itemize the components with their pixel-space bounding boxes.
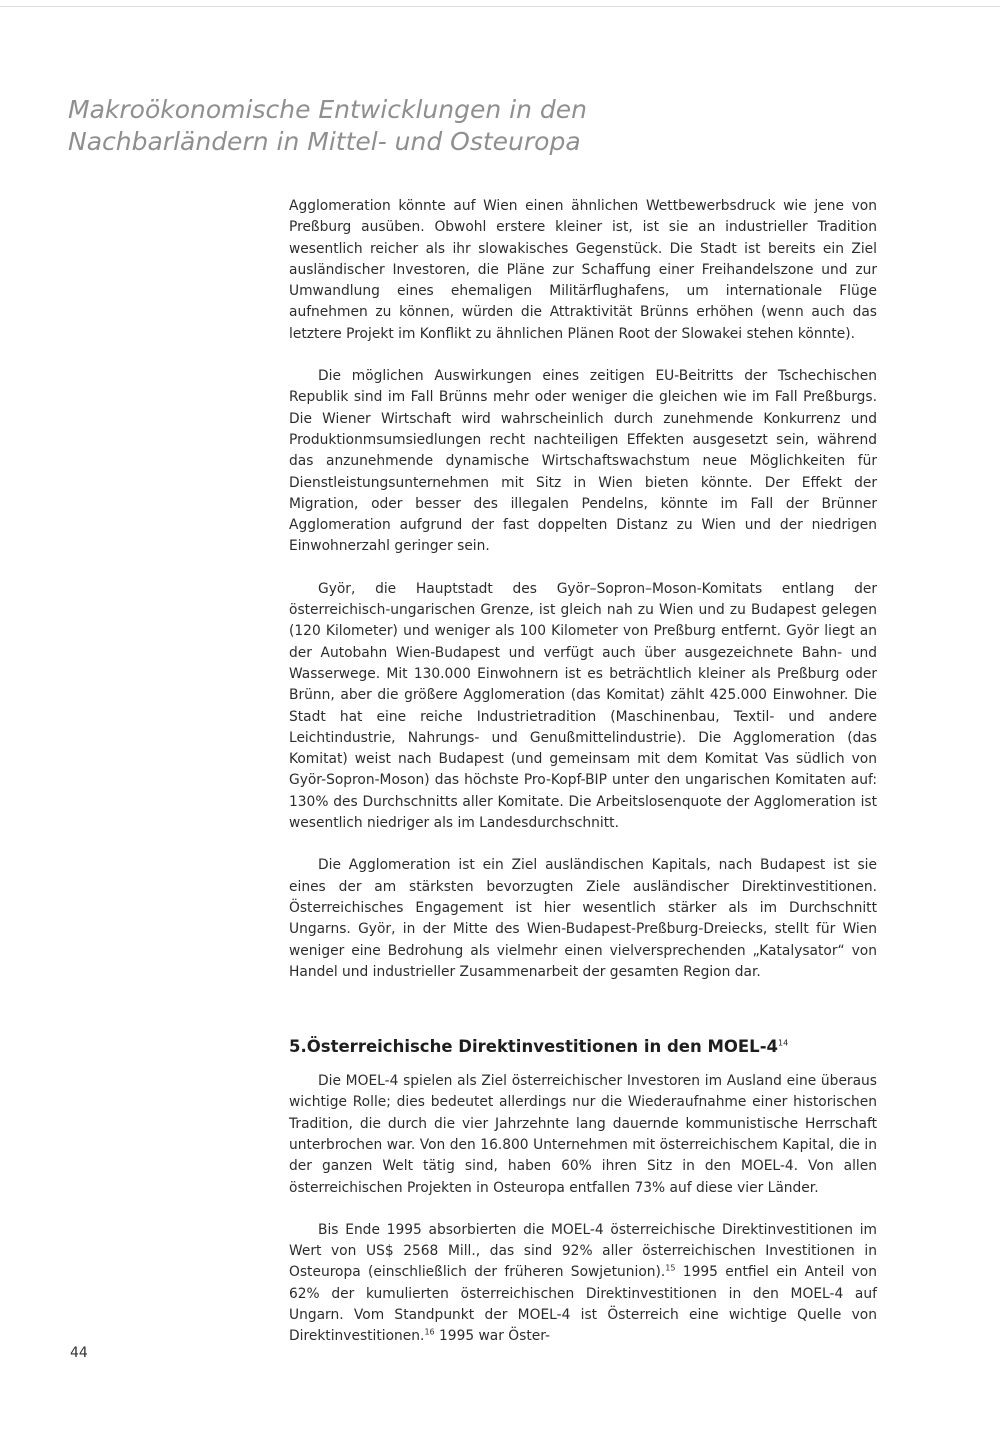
- page-number: 44: [70, 1345, 88, 1361]
- paragraph-6-part-1: Bis Ende 1995 absorbierten die MOEL-4 österreichische Direktinvestitionen im Wert von US$ 2568 Mill., das sind 92% aller österreichischen Investitionen in Osteuropa (einschließlich der früheren Sowjetunion).: [289, 1221, 877, 1281]
- page-title: [68, 94, 688, 158]
- section-heading: [289, 1035, 877, 1059]
- paragraph-3: Györ, die Hauptstadt des Györ–Sopron–Moson-Komitats entlang der österreichisch-ungarischen Grenze, ist gleich nah zu Wien und zu Budapest gelegen (120 Kilometer) und weniger als 100 Kilometer von Preßburg entfernt. Györ liegt an der Autobahn Wien-Budapest und verfügt auch über ausgezeichnete Bahn- und Wasserwege. Mit 130.000 Einwohnern ist es beträchtlich kleiner als Preßburg oder Brünn, aber die größere Agglomeration (das Komitat) zählt 425.000 Einwohner. Die Stadt hat eine reiche Industrietradition (Maschinenbau, Textil- und andere Leichtindustrie, Nahrungs- und Genußmittelindustrie). Die Agglomeration (das Komitat) weist nach Budapest (und gemeinsam mit dem Komitat Vas südlich von Györ-Sopron-Moson) das höchste Pro-Kopf-BIP unter den ungarischen Komitaten auf: 130% des Durchschnitts aller Komitate. Die Arbeitslosenquote der Agglomeration ist wesentlich niedriger als im Landesdurchschnitt.: [289, 580, 877, 832]
- footnote-marker-15: 15: [665, 1263, 676, 1273]
- paragraph-4: Die Agglomeration ist ein Ziel ausländischen Kapitals, nach Budapest ist sie eines der am stärksten bevorzugten Ziele ausländischer Direktinvestitionen. Österreichisches Engagement ist hier wesentlich stärker als im Durchschnitt Ungarns. Györ, in der Mitte des Wien-Budapest-Preßburg-Dreiecks, stellt für Wien weniger eine Bedrohung als vielmehr einen vielversprechenden „Katalysator“ von Handel und industrieller Zusammenarbeit der gesamten Region dar.: [289, 857, 877, 980]
- paragraph-5: Die MOEL-4 spielen als Ziel österreichischer Investoren im Ausland eine überaus wichtige Rolle; dies bedeutet allerdings nur die Wiederaufnahme einer historischen Tradition, die durch die vier Jahrzehnte lang dauernde kommunistische Herrschaft unterbrochen war. Von den 16.800 Unternehmen mit österreichischem Kapital, die in der ganzen Welt tätig sind, haben 60% ihren Sitz in den MOEL-4. Von allen österreichischen Projekten in Osteuropa entfallen 73% auf diese vier Länder.: [289, 1073, 877, 1196]
- paragraph-2: Die möglichen Auswirkungen eines zeitigen EU-Beitritts der Tschechischen Republik sind im Fall Brünns mehr oder weniger die gleichen wie im Fall Preßburgs. Die Wiener Wirtschaft wird wahrscheinlich durch zunehmende Konkurrenz und Produktionmsumsiedlungen recht nachteiligen Effekten ausgesetzt sein, während das anzunehmende dynamische Wirtschaftswachstum neue Möglichkeiten für Dienstleistungsunternehmen mit Sitz in Wien bieten könnte. Der Effekt der Migration, oder besser des illegalen Pendelns, könnte im Fall der Brünner Agglomeration aufgrund der fast doppelten Distanz zu Wien und der niedrigen Einwohnerzahl geringer sein.: [289, 368, 877, 555]
- body-text: [289, 196, 877, 1369]
- paragraph-6-part-3: 1995 war Öster-: [434, 1328, 551, 1345]
- paragraph-1: Agglomeration könnte auf Wien einen ähnlichen Wettbewerbsdruck wie jene von Preßburg ausüben. Obwohl erstere kleiner ist, ist sie an industrieller Tradition wesentlich reicher als ihr slowakisches Gegenstück. Die Stadt ist bereits ein Ziel ausländischer Investoren, die Pläne zur Schaffung einer Freihandelszone und zur Umwandlung eines ehemaligen Militärflughafens, um internationale Flüge aufnehmen zu können, würden die Attraktivität Brünns erhöhen (wenn auch das letztere Projekt im Konflikt zu ähnlichen Plänen Root der Slowakei stehen könnte).: [289, 198, 877, 342]
- section-number: 5.: [289, 1037, 307, 1057]
- section-title: Österreichische Direktinvestitionen in den MOEL-4: [306, 1037, 779, 1057]
- title-line-2: Nachbarländern in Mittel- und Osteuropa: [68, 127, 581, 156]
- paragraph-6-part-2: 1995 entfiel ein Anteil von 62% der kumulierten österreichischen Direktinvestitionen in den MOEL-4 auf Ungarn. Vom Standpunkt der MOEL-4 ist Österreich eine wichtige Quelle von Direktinvestitionen.: [289, 1264, 877, 1345]
- paragraph-6: [289, 1220, 877, 1348]
- footnote-marker-16: 16: [424, 1327, 435, 1337]
- top-rule: [0, 6, 1000, 7]
- section-footnote-marker: 14: [778, 1038, 789, 1048]
- title-line-1: Makroökonomische Entwicklungen in den: [68, 95, 587, 124]
